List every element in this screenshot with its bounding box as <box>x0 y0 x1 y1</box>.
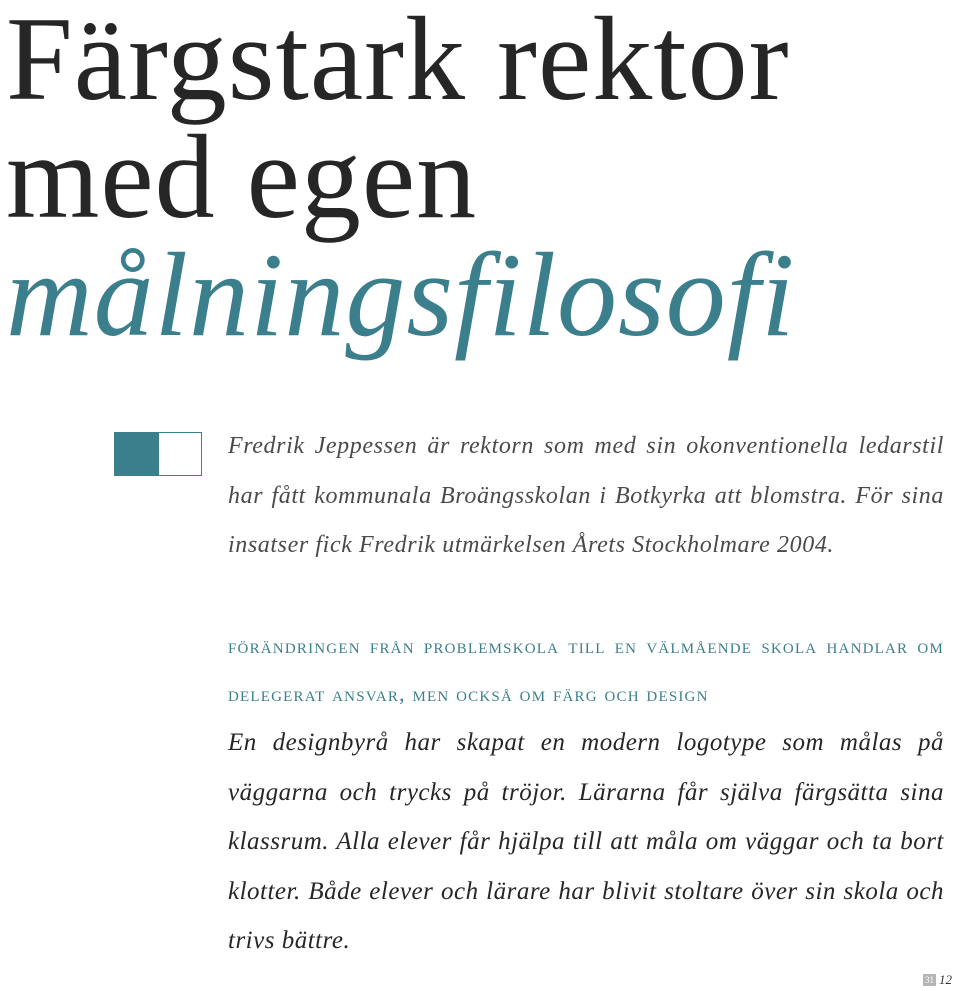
intro-paragraph: Fredrik Jeppessen är rektorn som med sin okonventionella ledarstil har fått kommunala Broängsskolan i Botkyrka att blomstra. För sina insatser fick Fredrik utmärkelsen Årets Stockholmare 2004. <box>228 433 944 558</box>
page-number <box>923 972 952 988</box>
decorative-marker <box>114 432 202 476</box>
marker-filled-square <box>114 432 158 476</box>
title-line-2: med egen <box>6 110 478 243</box>
lead-paragraph: förändringen från problemskola till en välmående skola handlar om delegerat ansvar, men också om färg och design <box>228 633 944 706</box>
title-line-1: Färgstark rektor <box>6 0 790 125</box>
body-paragraph: En designbyrå har skapat en modern logotype som målas på väggarna och trycks på tröjor. Lärarna får själva färgsätta sina klassrum. Alla elever får hjälpa till att måla om väggar och ta bort klotter. Både elever och lärare har blivit stoltare över sin skola och trivs bättre. <box>228 729 944 954</box>
page-title <box>6 0 796 361</box>
marker-outline-square <box>158 432 202 476</box>
page-number-text: 12 <box>939 972 952 987</box>
page-badge: 31 <box>925 975 934 985</box>
title-line-3: målningsfilosofi <box>6 228 796 361</box>
